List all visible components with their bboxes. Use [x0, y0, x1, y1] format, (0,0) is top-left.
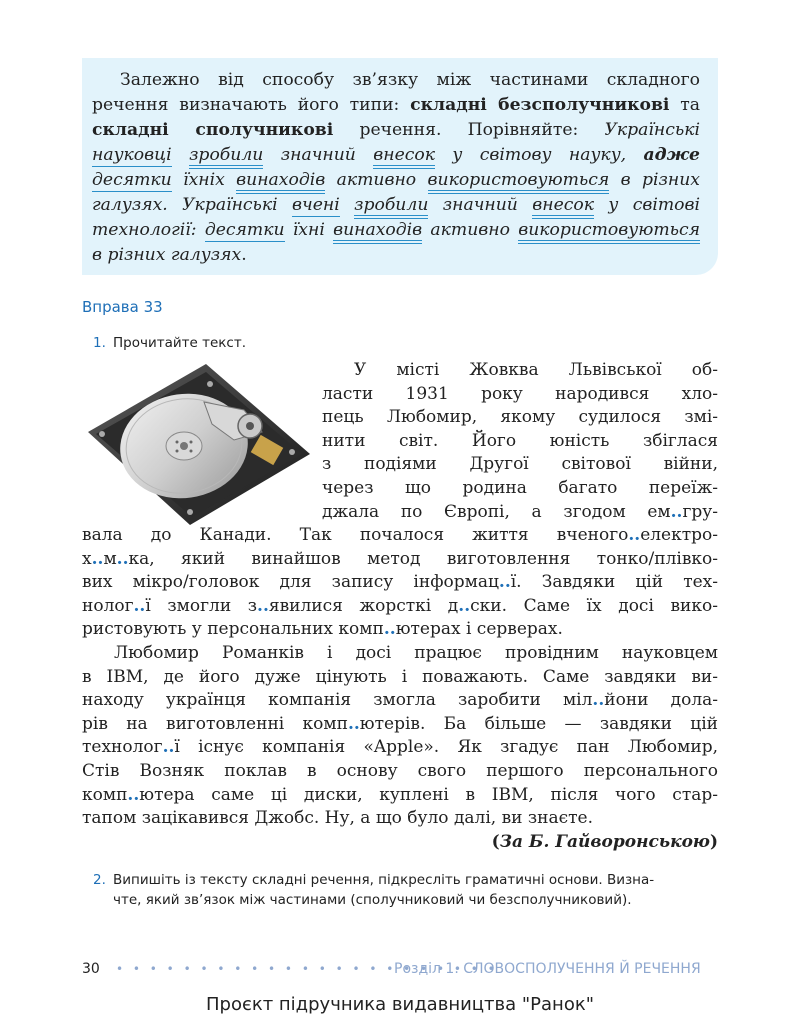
missing-letter-dots: .. [162, 737, 175, 758]
ex2-text: в різних галузях [92, 245, 242, 265]
story-text: х [82, 548, 92, 569]
story-line [82, 713, 718, 737]
ex2-text: активно [422, 220, 519, 240]
ex2-text: Українські [182, 195, 293, 215]
ex2-noun-2: винаходів [333, 220, 422, 244]
story-line [82, 784, 718, 808]
ex2-text: у світові технології: [92, 195, 700, 240]
ex1-conjunction: адже [643, 145, 700, 165]
footer-dots: • • • • • • • • • • • • • • • • • • • • • • • [116, 962, 498, 976]
task-1-text: Прочитайте текст. [113, 335, 247, 351]
ex2-text: їхні [284, 220, 334, 240]
ex1-noun-2: винаходів [236, 170, 325, 194]
task-2 [93, 870, 718, 910]
rule-end: . [241, 245, 247, 265]
story-text: ї. Завдяки цій тех- [510, 572, 718, 593]
story-text: йони дола- [604, 690, 718, 711]
story-line [322, 501, 718, 525]
task-1 [93, 333, 246, 353]
ex1-subject-1: науковці [92, 145, 172, 165]
missing-letter-dots: .. [628, 525, 641, 545]
story-line: У місті Жовква Львівської об- [354, 360, 718, 380]
story-text: ютера саме ці диски, куплені в IBM, після чого стар- [139, 784, 718, 805]
task-1-number: 1. [93, 335, 106, 351]
rule-box [82, 58, 718, 275]
story-text: технолог [82, 737, 163, 758]
story-line [82, 524, 718, 548]
ex1-text: Українські [604, 120, 700, 140]
story-text: комп [82, 784, 128, 805]
missing-letter-dots: .. [257, 595, 269, 616]
rule-intro: Залежно від способу зв’язку між частинами складного речення визначають його типи: [92, 70, 700, 115]
missing-letter-dots: .. [592, 690, 605, 711]
story-full-width [82, 524, 718, 854]
missing-letter-dots: .. [458, 595, 471, 616]
hard-disk-image [84, 362, 312, 527]
story-line [82, 689, 718, 713]
missing-letter-dots: .. [133, 595, 146, 616]
story-line: пець Любомир, якому судилося змі- [322, 407, 718, 428]
story-source [82, 831, 718, 855]
rule-compare: речення. Порівняйте: [333, 120, 605, 140]
rule-text [92, 68, 700, 268]
story-text: ка, який винайшов метод виготовлення тонко/плівко- [128, 548, 718, 569]
story-line: в IBM, де його дуже цінують і поважають. Саме завдяки ви- [82, 666, 718, 687]
task-2-line: чте, який зв’язок між частинами (сполучниковий чи безсполучниковий). [113, 892, 632, 908]
story-line [82, 618, 718, 642]
story-text: джала по Європі, а згодом ем [322, 501, 671, 522]
story-text: електро- [640, 525, 718, 545]
ex1-text: в різних галузях. [92, 170, 700, 215]
story-line [82, 571, 718, 595]
ex1-predicate-1: зробили [189, 145, 263, 169]
ex1-predicate-2: використовуються [428, 170, 610, 194]
story-text: явилися жорсткі д [268, 595, 459, 616]
section-title: Розділ 1. СЛОВОСПОЛУЧЕННЯ Й РЕЧЕННЯ [394, 961, 701, 977]
ex1-space [172, 145, 189, 165]
source-paren: ( [491, 831, 500, 852]
story-line: Стів Возняк поклав в основу свого першого персонального [82, 760, 718, 781]
task-2-line [93, 870, 718, 890]
story-text: ютерів. Ба більше — завдяки цій [359, 713, 719, 734]
ex1-text: значний [263, 145, 374, 165]
story-line: Любомир Романків і досі працює провідним науковцем [114, 642, 718, 663]
exercise-title: Вправа 33 [82, 298, 163, 316]
source-author: За Б. Гайворонською [499, 831, 710, 852]
missing-letter-dots: .. [116, 548, 129, 569]
story-text: находу українця компанія змогла заробити міл [82, 690, 593, 711]
missing-letter-dots: .. [670, 501, 683, 522]
ex1-text: у світову науку, [435, 145, 644, 165]
ex1-text: їхніх [171, 170, 237, 190]
term-syndetic: складні сполучникові [92, 120, 334, 140]
task-2-number: 2. [93, 872, 106, 888]
missing-letter-dots: .. [91, 548, 104, 569]
ex2-text: значний [428, 195, 533, 215]
story-text: м [103, 548, 117, 569]
missing-letter-dots: .. [498, 572, 511, 593]
ex2-subject-2: десятки [204, 220, 285, 240]
story-text: ски. Саме їх досі вико- [470, 595, 718, 616]
ex2-predicate-1: зробили [354, 195, 428, 219]
story-text: ютерах і серверах. [395, 619, 563, 640]
missing-letter-dots: .. [127, 784, 140, 805]
story-line: тапом зацікавився Джобс. Ну, а що було далі, ви знаєте. [82, 808, 594, 829]
story-text: рів на виготовленні комп [82, 713, 348, 734]
ex1-subject-2: десятки [92, 170, 172, 190]
story-text: вала до Канади. Так почалося життя вченого [82, 525, 629, 545]
ex2-space [340, 195, 354, 215]
rule-connector: та [669, 95, 700, 115]
story-line [82, 736, 718, 760]
example-2 [92, 195, 700, 265]
task-2-text: Випишіть із тексту складні речення, підкресліть граматичні основи. Визна- [113, 872, 655, 888]
story-line: через що родина багато переїж- [322, 477, 718, 498]
source-paren: ) [709, 831, 718, 852]
ex2-object-1: внесок [532, 195, 594, 219]
story-line: нити світ. Його юність збіглася [322, 430, 718, 451]
ex1-object-1: внесок [373, 145, 435, 169]
story-text: ї змогли з [145, 595, 258, 616]
missing-letter-dots: .. [383, 619, 396, 640]
story-text: нолог [82, 595, 134, 616]
term-asyndetic: складні безсполучникові [410, 95, 670, 115]
publisher-note: Проєкт підручника видавництва "Ранок" [205, 994, 594, 1015]
ex1-text: активно [325, 170, 428, 190]
story-text: гру- [682, 501, 718, 522]
story-line: з подіями Другої світової війни, [322, 454, 718, 475]
ex2-predicate-2: використовуються [518, 220, 700, 244]
page-number: 30 [82, 961, 100, 977]
story-text: ї існує компанія «Apple». Як згадує пан Любомир, [174, 737, 718, 758]
story-text: ристовують у персональних комп [82, 619, 384, 640]
story-line: ласти 1931 року народився хло- [322, 383, 718, 404]
missing-letter-dots: .. [347, 713, 360, 734]
story-side-column [322, 359, 718, 524]
story-text: вих мікро/головок для запису інформац [82, 572, 499, 593]
story-line [82, 548, 718, 572]
ex2-subject-1: вчені [292, 195, 340, 215]
story-line [82, 595, 718, 619]
